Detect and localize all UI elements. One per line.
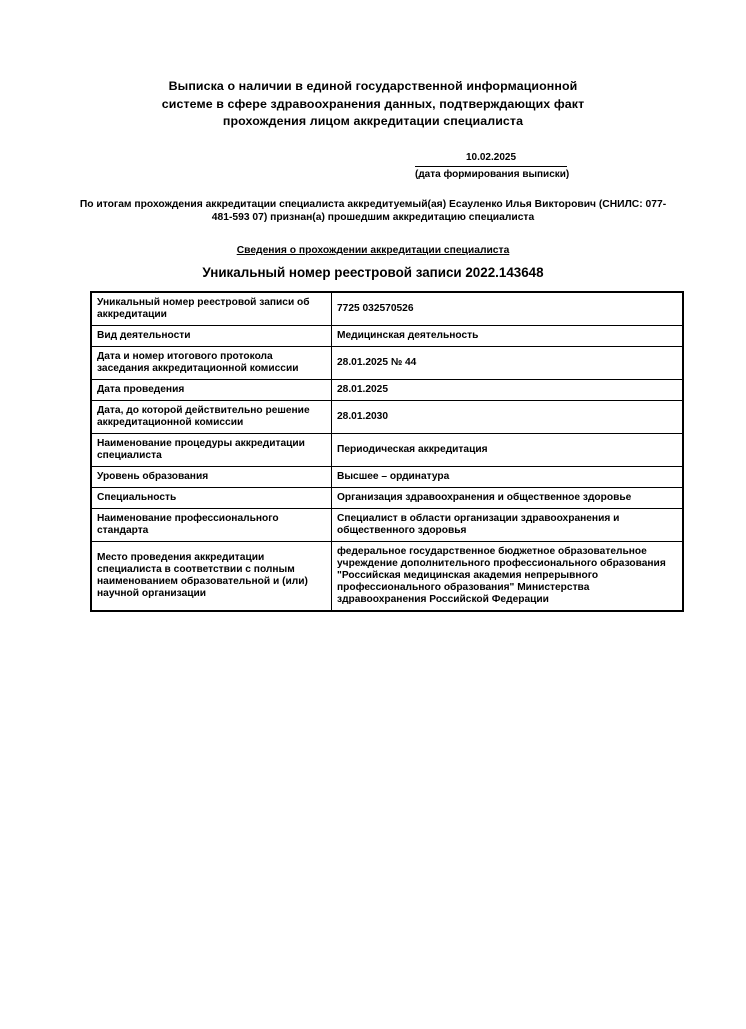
row-value-activity-type: Медицинская деятельность bbox=[332, 325, 684, 346]
row-value-date-held: 28.01.2025 bbox=[332, 379, 684, 400]
table-row bbox=[91, 325, 683, 346]
row-value-valid-until: 28.01.2030 bbox=[332, 400, 684, 433]
table-row bbox=[91, 508, 683, 541]
document-title-line-3: прохождения лицом аккредитации специалиста bbox=[222, 114, 524, 128]
row-label-education-level: Уровень образования bbox=[91, 466, 332, 487]
row-label-activity-type: Вид деятельности bbox=[91, 325, 332, 346]
table-row bbox=[91, 379, 683, 400]
table-row bbox=[91, 400, 683, 433]
table-row bbox=[91, 541, 683, 611]
row-label-accreditation-place: Место проведения аккредитации специалиста в соответствии с полным наименованием образовательной и (или) научной организации bbox=[91, 541, 332, 611]
table-row bbox=[91, 346, 683, 379]
row-label-protocol: Дата и номер итогового протокола заседания аккредитационной комиссии bbox=[91, 346, 332, 379]
row-label-registry-number: Уникальный номер реестровой записи об аккредитации bbox=[91, 292, 332, 326]
row-label-date-held: Дата проведения bbox=[91, 379, 332, 400]
row-value-registry-number: 7725 032570526 bbox=[332, 292, 684, 326]
row-value-professional-standard: Специалист в области организации здравоохранения и общественного здоровья bbox=[332, 508, 684, 541]
document-title-line-2: системе в сфере здравоохранения данных, подтверждающих факт bbox=[161, 96, 585, 111]
row-value-procedure-name: Периодическая аккредитация bbox=[332, 433, 684, 466]
row-label-specialty: Специальность bbox=[91, 487, 332, 508]
row-value-education-level: Высшее – ординатура bbox=[332, 466, 684, 487]
intro-paragraph: По итогам прохождения аккредитации специалиста аккредитуемый(ая) Есауленко Илья Викторович (СНИЛС: 077-481-593 07) признан(а) прошедшим аккредитацию специалиста bbox=[79, 198, 667, 223]
extract-date-caption: (дата формирования выписки) bbox=[415, 168, 570, 180]
registry-number-heading: Уникальный номер реестровой записи 2022.143648 bbox=[202, 264, 544, 280]
row-value-accreditation-place: федеральное государственное бюджетное образовательное учреждение дополнительного профессионального образования "Российская медицинская академия непрерывного профессионального образования" Министерства здравоохранения Российской Федерации bbox=[332, 541, 684, 611]
table-row bbox=[91, 466, 683, 487]
document-title-line-1: Выписка о наличии в единой государственной информационной bbox=[168, 79, 578, 93]
table-row bbox=[91, 433, 683, 466]
extract-date-value: 10.02.2025 bbox=[415, 152, 567, 167]
document-title bbox=[0, 78, 746, 131]
row-label-valid-until: Дата, до которой действительно решение аккредитационной комиссии bbox=[91, 400, 332, 433]
row-label-professional-standard: Наименование профессионального стандарта bbox=[91, 508, 332, 541]
section-heading: Сведения о прохождении аккредитации специалиста bbox=[236, 244, 510, 256]
accreditation-details-table bbox=[90, 291, 684, 612]
row-value-specialty: Организация здравоохранения и общественное здоровье bbox=[332, 487, 684, 508]
table-row bbox=[91, 292, 683, 326]
table-row bbox=[91, 487, 683, 508]
row-label-procedure-name: Наименование процедуры аккредитации специалиста bbox=[91, 433, 332, 466]
extract-date-block bbox=[415, 151, 570, 181]
row-value-protocol: 28.01.2025 № 44 bbox=[332, 346, 684, 379]
